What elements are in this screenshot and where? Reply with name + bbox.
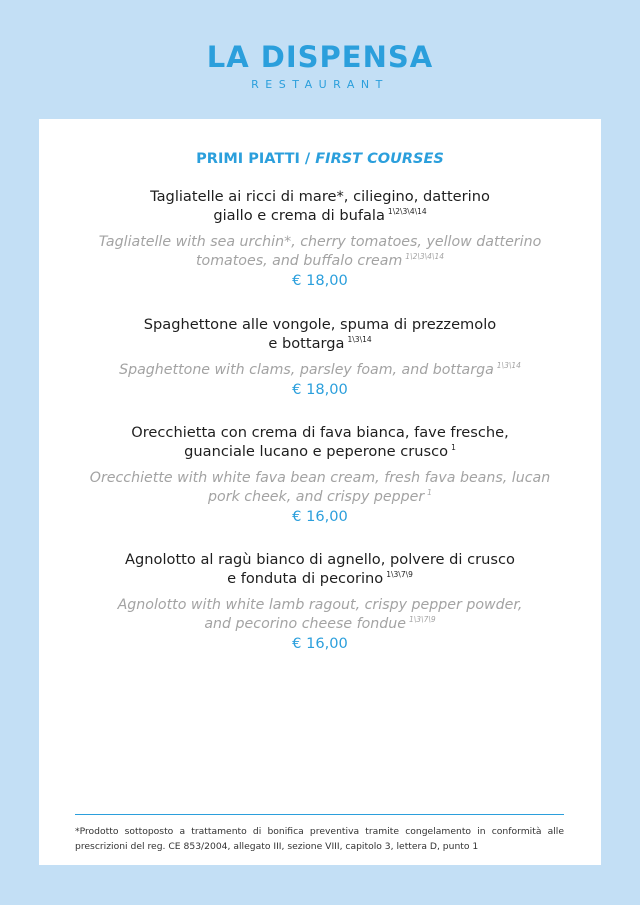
dish-name-en-line2-text: pork cheek, and crispy pepper <box>208 489 425 505</box>
allergen-codes: 1\3\14 <box>347 335 372 344</box>
dish-name-it <box>39 187 601 225</box>
dish-item <box>39 187 601 290</box>
allergen-codes: 1\2\3\4\14 <box>387 207 427 216</box>
dish-item <box>39 550 601 653</box>
dish-price: € 16,00 <box>292 508 348 525</box>
dish-name-en-line1: Orecchiette with white fava bean cream, fresh fava beans, lucan <box>89 470 551 486</box>
restaurant-logo <box>0 40 640 92</box>
dish-name-en-line2 <box>39 615 601 634</box>
dish-name-it-line2-text: e bottarga <box>268 335 345 352</box>
restaurant-name: LA DISPENSA <box>206 40 434 74</box>
dish-name-it-line2 <box>39 569 601 588</box>
dish-name-en-line2-text: tomatoes, and buffalo cream <box>195 253 403 269</box>
dish-name-en <box>39 361 601 380</box>
menu-page <box>39 119 601 865</box>
dish-name-it-line2 <box>39 442 601 461</box>
dish-name-it-line1: Tagliatelle ai ricci di mare*, ciliegino, datterino <box>150 188 490 205</box>
dish-name-it <box>39 550 601 588</box>
allergen-codes: 1 <box>451 443 456 452</box>
section-title-en: FIRST COURSES <box>315 151 444 167</box>
dish-name-en-line1-text: Spaghettone with clams, parsley foam, and bottarga <box>119 362 494 378</box>
allergen-codes: 1\3\7\9 <box>408 615 436 624</box>
dish-name-en <box>39 469 601 507</box>
dish-name-en <box>39 596 601 634</box>
dish-name-it-line2 <box>39 206 601 225</box>
dish-name-en-line2 <box>39 252 601 271</box>
allergen-codes: 1\3\14 <box>496 361 521 370</box>
footnote: *Prodotto sottoposto a trattamento di bonifica preventiva tramite congelamento in conformità alle prescrizioni del reg. CE 853/2004, allegato III, sezione VIII, capitolo 3, lettera D, punto 1 <box>75 826 564 852</box>
dish-name-en-line2 <box>39 488 601 507</box>
dish-name-it-line2-text: giallo e crema di bufala <box>213 207 385 224</box>
section-title-it: PRIMI PIATTI / <box>196 151 316 167</box>
section-title <box>39 150 601 168</box>
dish-name-it-line1: Agnolotto al ragù bianco di agnello, polvere di crusco <box>125 551 515 568</box>
dish-name-it <box>39 423 601 461</box>
restaurant-subtitle: RESTAURANT <box>251 78 389 91</box>
allergen-codes: 1\2\3\4\14 <box>405 252 445 261</box>
dish-name-en-line1: Agnolotto with white lamb ragout, crispy pepper powder, <box>117 597 523 613</box>
allergen-codes: 1 <box>427 488 432 497</box>
dish-item <box>39 423 601 526</box>
dish-name-en-line1 <box>39 361 601 380</box>
dish-name-en-line2-text: and pecorino cheese fondue <box>204 616 406 632</box>
dish-name-it-line1: Orecchietta con crema di fava bianca, fave fresche, <box>131 424 509 441</box>
dish-name-it-line2 <box>39 334 601 353</box>
dish-name-en <box>39 233 601 271</box>
dish-name-it-line2-text: guanciale lucano e peperone crusco <box>184 443 449 460</box>
dish-item <box>39 315 601 399</box>
dish-price: € 18,00 <box>292 272 348 289</box>
allergen-codes: 1\3\7\9 <box>386 570 413 579</box>
dish-name-it <box>39 315 601 353</box>
dish-name-it-line2-text: e fonduta di pecorino <box>227 570 384 587</box>
footnote-divider <box>75 814 564 815</box>
dish-name-en-line1: Tagliatelle with sea urchin*, cherry tomatoes, yellow datterino <box>98 234 542 250</box>
dish-price: € 18,00 <box>292 381 348 398</box>
dish-name-it-line1: Spaghettone alle vongole, spuma di prezzemolo <box>143 316 497 333</box>
dish-price: € 16,00 <box>292 635 348 652</box>
